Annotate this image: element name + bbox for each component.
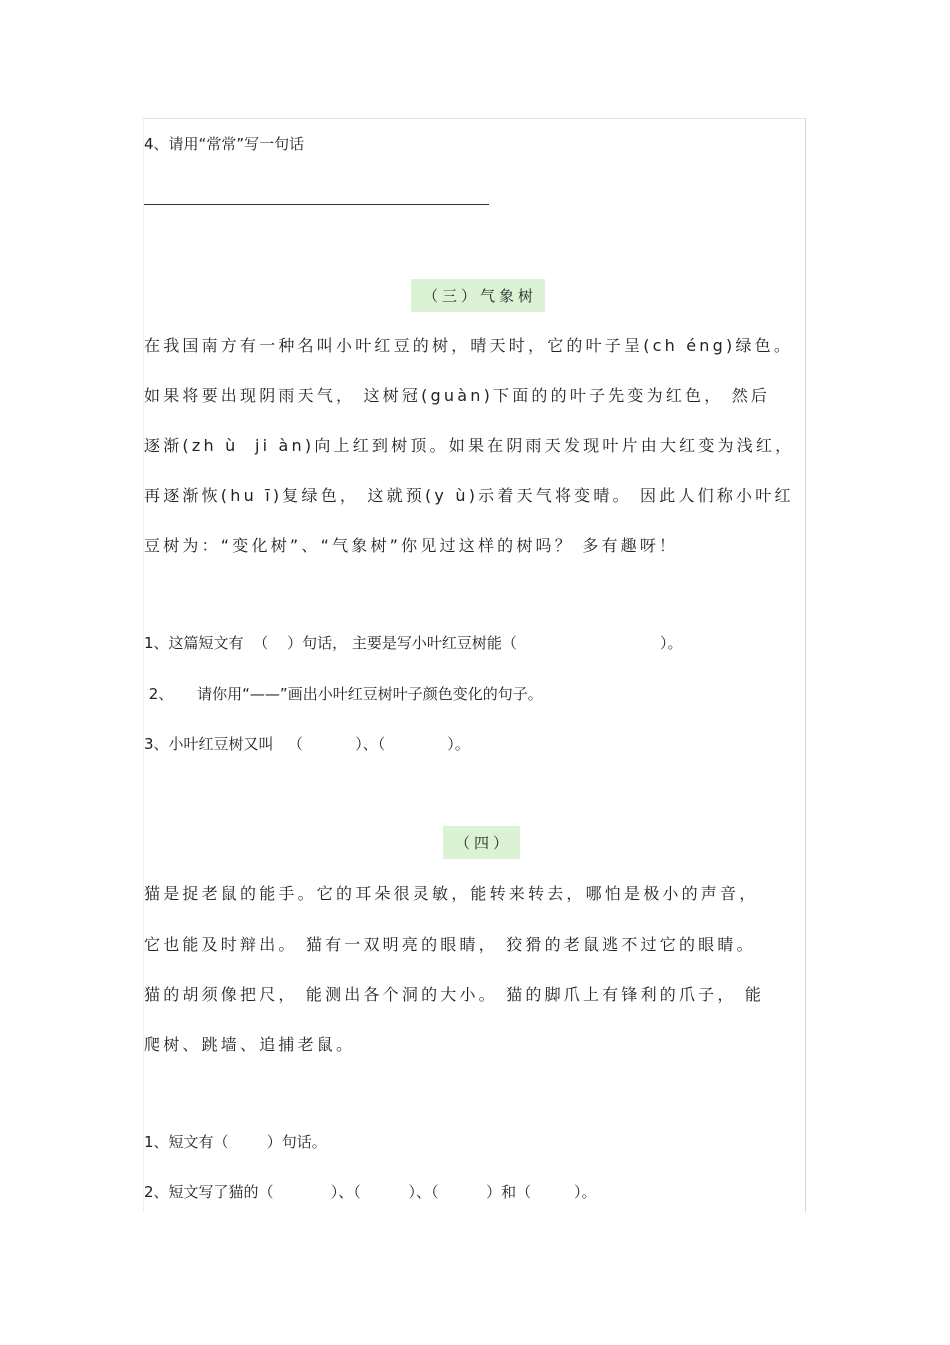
question-4-prompt: 4、请用“常常”写一句话 [144, 135, 305, 153]
section-4-heading: （四） [443, 826, 520, 859]
section-4-paragraph-line: 它也能及时辩出。 猫有一双明亮的眼睛， 狡猾的老鼠逃不过它的眼睛。 [144, 935, 756, 954]
section-4-question: 2、短文写了猫的（ ）、（ ）、（ ）和（ ）。 [144, 1183, 597, 1201]
section-3-question: 3、小叶红豆树又叫 （ ）、（ ）。 [144, 735, 470, 753]
answer-line [144, 204, 489, 205]
section-4-paragraph-line: 爬树、跳墙、追捕老鼠。 [144, 1035, 356, 1054]
section-4-paragraph-line: 猫是捉老鼠的能手。它的耳朵很灵敏，能转来转去，哪怕是极小的声音， [144, 884, 759, 903]
section-3-question: 1、这篇短文有 （ ）句话， 主要是写小叶红豆树能（ ）。 [144, 634, 683, 652]
section-3-paragraph-line: 如果将要出现阴雨天气， 这树冠(guàn)下面的的叶子先变为红色， 然后 [144, 386, 771, 405]
section-3-paragraph-line: 逐渐(zh ù ji àn)向上红到树顶。如果在阴雨天发现叶片由大红变为浅红， [144, 436, 795, 455]
section-3-heading: （三）气象树 [411, 279, 545, 312]
section-3-paragraph-line: 豆树为：“变化树”、“气象树”你见过这样的树吗？ 多有趣呀！ [144, 536, 679, 555]
section-3-paragraph-line: 再逐渐恢(hu ī)复绿色， 这就预(y ù)示着天气将变晴。 因此人们称小叶红 [144, 486, 794, 505]
section-4-question: 1、短文有（ ）句话。 [144, 1133, 327, 1151]
section-3-paragraph-line: 在我国南方有一种名叫小叶红豆的树，晴天时，它的叶子呈(ch éng)绿色。 [144, 336, 794, 355]
section-3-question: 2、 请你用“——”画出小叶红豆树叶子颜色变化的句子。 [144, 685, 543, 703]
section-4-paragraph-line: 猫的胡须像把尺， 能测出各个洞的大小。 猫的脚爪上有锋利的爪子， 能 [144, 985, 765, 1004]
